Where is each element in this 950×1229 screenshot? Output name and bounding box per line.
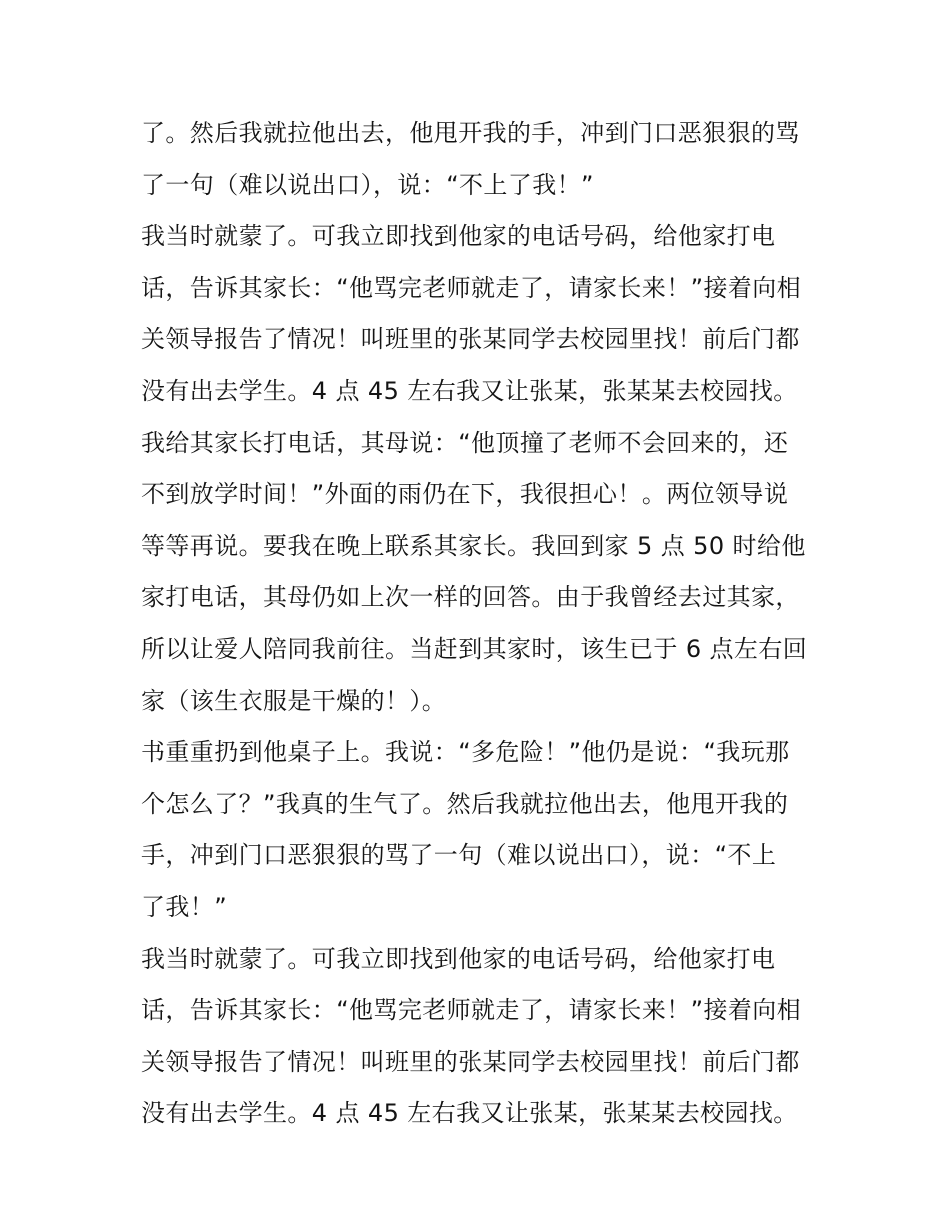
body-text [141,108,821,1140]
text-line: 关领导报告了情况！叫班里的张某同学去校园里找！前后门都 [141,325,800,354]
text-line: 书重重扔到他桌子上。我说：“多危险！”他仍是说：“我玩那 [141,738,790,767]
text-line: 所以让爱人陪同我前往。当赶到其家时，该生已于 6 点左右回 [141,634,808,663]
text-line: 了一句（难以说出口），说：“不上了我！” [141,170,594,199]
text-line: 家打电话，其母仍如上次一样的回答。由于我曾经去过其家， [141,583,800,612]
text-line: 了我！” [141,892,228,921]
text-line: 等等再说。要我在晚上联系其家长。我回到家 5 点 50 时给他 [141,531,806,560]
text-line: 关领导报告了情况！叫班里的张某同学去校园里找！前后门都 [141,1047,800,1076]
text-line: 家（该生衣服是干燥的！）。 [141,686,447,715]
text-line: 手，冲到门口恶狠狠的骂了一句（难以说出口），说：“不上 [141,841,777,870]
text-line: 话，告诉其家长：“他骂完老师就走了，请家长来！”接着向相 [141,996,802,1025]
text-line: 我当时就蒙了。可我立即找到他家的电话号码，给他家打电 [141,222,776,251]
text-line: 没有出去学生。4 点 45 左右我又让张某，张某某去校园找。 [141,1099,798,1128]
text-line: 了。然后我就拉他出去，他甩开我的手，冲到门口恶狠狠的骂 [141,119,800,147]
text-line: 不到放学时间！”外面的雨仍在下，我很担心！。两位领导说 [141,480,789,509]
text-line: 我给其家长打电话，其母说：“他顶撞了老师不会回来的，还 [141,428,789,457]
text-line: 没有出去学生。4 点 45 左右我又让张某，张某某去校园找。 [141,376,798,405]
text-line: 我当时就蒙了。可我立即找到他家的电话号码，给他家打电 [141,944,776,973]
text-line: 话，告诉其家长：“他骂完老师就走了，请家长来！”接着向相 [141,273,802,302]
text-line: 个怎么了？”我真的生气了。然后我就拉他出去，他甩开我的 [141,789,789,818]
